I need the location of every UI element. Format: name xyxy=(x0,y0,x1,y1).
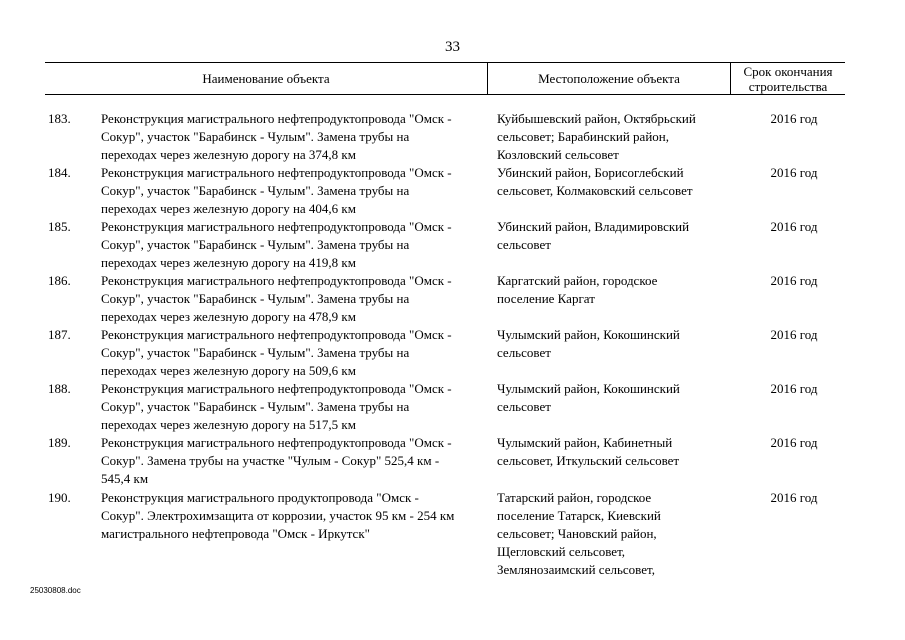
object-location-line: поселение Татарск, Киевский xyxy=(497,508,661,523)
object-name xyxy=(101,380,483,434)
object-name-line: переходах через железную дорогу на 478,9 км xyxy=(101,309,356,324)
object-name xyxy=(101,434,483,488)
object-name-line: переходах через железную дорогу на 509,6 км xyxy=(101,363,356,378)
column-header-name: Наименование объекта xyxy=(202,71,330,86)
object-location-line: Каргатский район, городское xyxy=(497,273,658,288)
object-location-line: сельсовет xyxy=(497,237,551,252)
object-location-line: сельсовет xyxy=(497,399,551,414)
object-name xyxy=(101,164,483,218)
object-name-line: Сокур", участок "Барабинск - Чулым". Замена трубы на xyxy=(101,399,410,414)
object-location xyxy=(497,380,712,416)
object-location-line: Землянозаимский сельсовет, xyxy=(497,562,655,577)
object-location xyxy=(497,489,712,579)
row-number: 188. xyxy=(48,381,71,396)
object-name-line: магистрального нефтепровода "Омск - Иркутск" xyxy=(101,526,370,541)
object-location-line: Чулымский район, Кокошинский xyxy=(497,381,680,396)
row-number: 190. xyxy=(48,490,71,505)
column-header-deadline: Срок окончания строительства xyxy=(743,63,833,94)
object-name-line: Реконструкция магистрального нефтепродуктопровода "Омск - xyxy=(101,165,452,180)
object-name-line: переходах через железную дорогу на 419,8 км xyxy=(101,255,356,270)
document-code: 25030808.doc xyxy=(30,586,81,595)
object-location-line: Убинский район, Владимировский xyxy=(497,219,690,234)
object-location-line: поселение Каргат xyxy=(497,291,595,306)
object-name-line: переходах через железную дорогу на 374,8 км xyxy=(101,147,356,162)
object-location xyxy=(497,164,712,200)
object-name-line: Сокур", участок "Барабинск - Чулым". Замена трубы на xyxy=(101,129,410,144)
object-location-line: сельсовет, Иткульский сельсовет xyxy=(497,453,680,468)
object-location-line: Чулымский район, Кабинетный xyxy=(497,435,673,450)
row-number: 183. xyxy=(48,111,71,126)
object-name xyxy=(101,326,483,380)
object-name-line: Реконструкция магистрального нефтепродуктопровода "Омск - xyxy=(101,435,452,450)
construction-deadline: 2016 год xyxy=(770,111,818,126)
object-location xyxy=(497,218,712,254)
object-location-line: сельсовет; Барабинский район, xyxy=(497,129,669,144)
object-location-line: сельсовет, Колмаковский сельсовет xyxy=(497,183,693,198)
object-name xyxy=(101,272,483,326)
object-name xyxy=(101,218,483,272)
object-name-line: Реконструкция магистрального нефтепродуктопровода "Омск - xyxy=(101,219,452,234)
column-header-location: Местоположение объекта xyxy=(538,71,680,86)
construction-deadline: 2016 год xyxy=(770,219,818,234)
construction-deadline: 2016 год xyxy=(770,435,818,450)
object-location-line: Чулымский район, Кокошинский xyxy=(497,327,680,342)
object-name-line: Реконструкция магистрального нефтепродуктопровода "Омск - xyxy=(101,381,452,396)
row-number: 185. xyxy=(48,219,71,234)
object-name-line: Сокур", участок "Барабинск - Чулым". Замена трубы на xyxy=(101,291,410,306)
object-name-line: Реконструкция магистрального продуктопровода "Омск - xyxy=(101,490,419,505)
object-name-line: Сокур", участок "Барабинск - Чулым". Замена трубы на xyxy=(101,183,410,198)
object-location-line: сельсовет; Чановский район, xyxy=(497,526,657,541)
row-number: 186. xyxy=(48,273,71,288)
object-location xyxy=(497,110,712,164)
object-name-line: 545,4 км xyxy=(101,471,149,486)
object-location-line: Щегловский сельсовет, xyxy=(497,544,626,559)
row-number: 187. xyxy=(48,327,71,342)
object-location xyxy=(497,434,712,470)
object-name-line: Реконструкция магистрального нефтепродуктопровода "Омск - xyxy=(101,273,452,288)
page-number: 33 xyxy=(445,39,460,55)
object-name xyxy=(101,489,483,543)
object-name-line: переходах через железную дорогу на 517,5 км xyxy=(101,417,356,432)
construction-deadline: 2016 год xyxy=(770,327,818,342)
object-location xyxy=(497,326,712,362)
object-location-line: Убинский район, Борисоглебский xyxy=(497,165,684,180)
object-location-line: Татарский район, городское xyxy=(497,490,652,505)
object-location-line: Куйбышевский район, Октябрьский xyxy=(497,111,696,126)
construction-deadline: 2016 год xyxy=(770,165,818,180)
object-name-line: Реконструкция магистрального нефтепродуктопровода "Омск - xyxy=(101,111,452,126)
construction-deadline: 2016 год xyxy=(770,273,818,288)
object-name-line: Сокур". Электрохимзащита от коррозии, участок 95 км - 254 км xyxy=(101,508,455,523)
object-name-line: Сокур". Замена трубы на участке "Чулым - Сокур" 525,4 км - xyxy=(101,453,440,468)
object-name-line: Сокур", участок "Барабинск - Чулым". Замена трубы на xyxy=(101,237,410,252)
object-location-line: Козловский сельсовет xyxy=(497,147,619,162)
object-location-line: сельсовет xyxy=(497,345,551,360)
object-name-line: переходах через железную дорогу на 404,6 км xyxy=(101,201,356,216)
construction-deadline: 2016 год xyxy=(770,381,818,396)
object-name xyxy=(101,110,483,164)
row-number: 184. xyxy=(48,165,71,180)
object-name-line: Сокур", участок "Барабинск - Чулым". Замена трубы на xyxy=(101,345,410,360)
construction-deadline: 2016 год xyxy=(770,490,818,505)
row-number: 189. xyxy=(48,435,71,450)
object-name-line: Реконструкция магистрального нефтепродуктопровода "Омск - xyxy=(101,327,452,342)
object-location xyxy=(497,272,712,308)
